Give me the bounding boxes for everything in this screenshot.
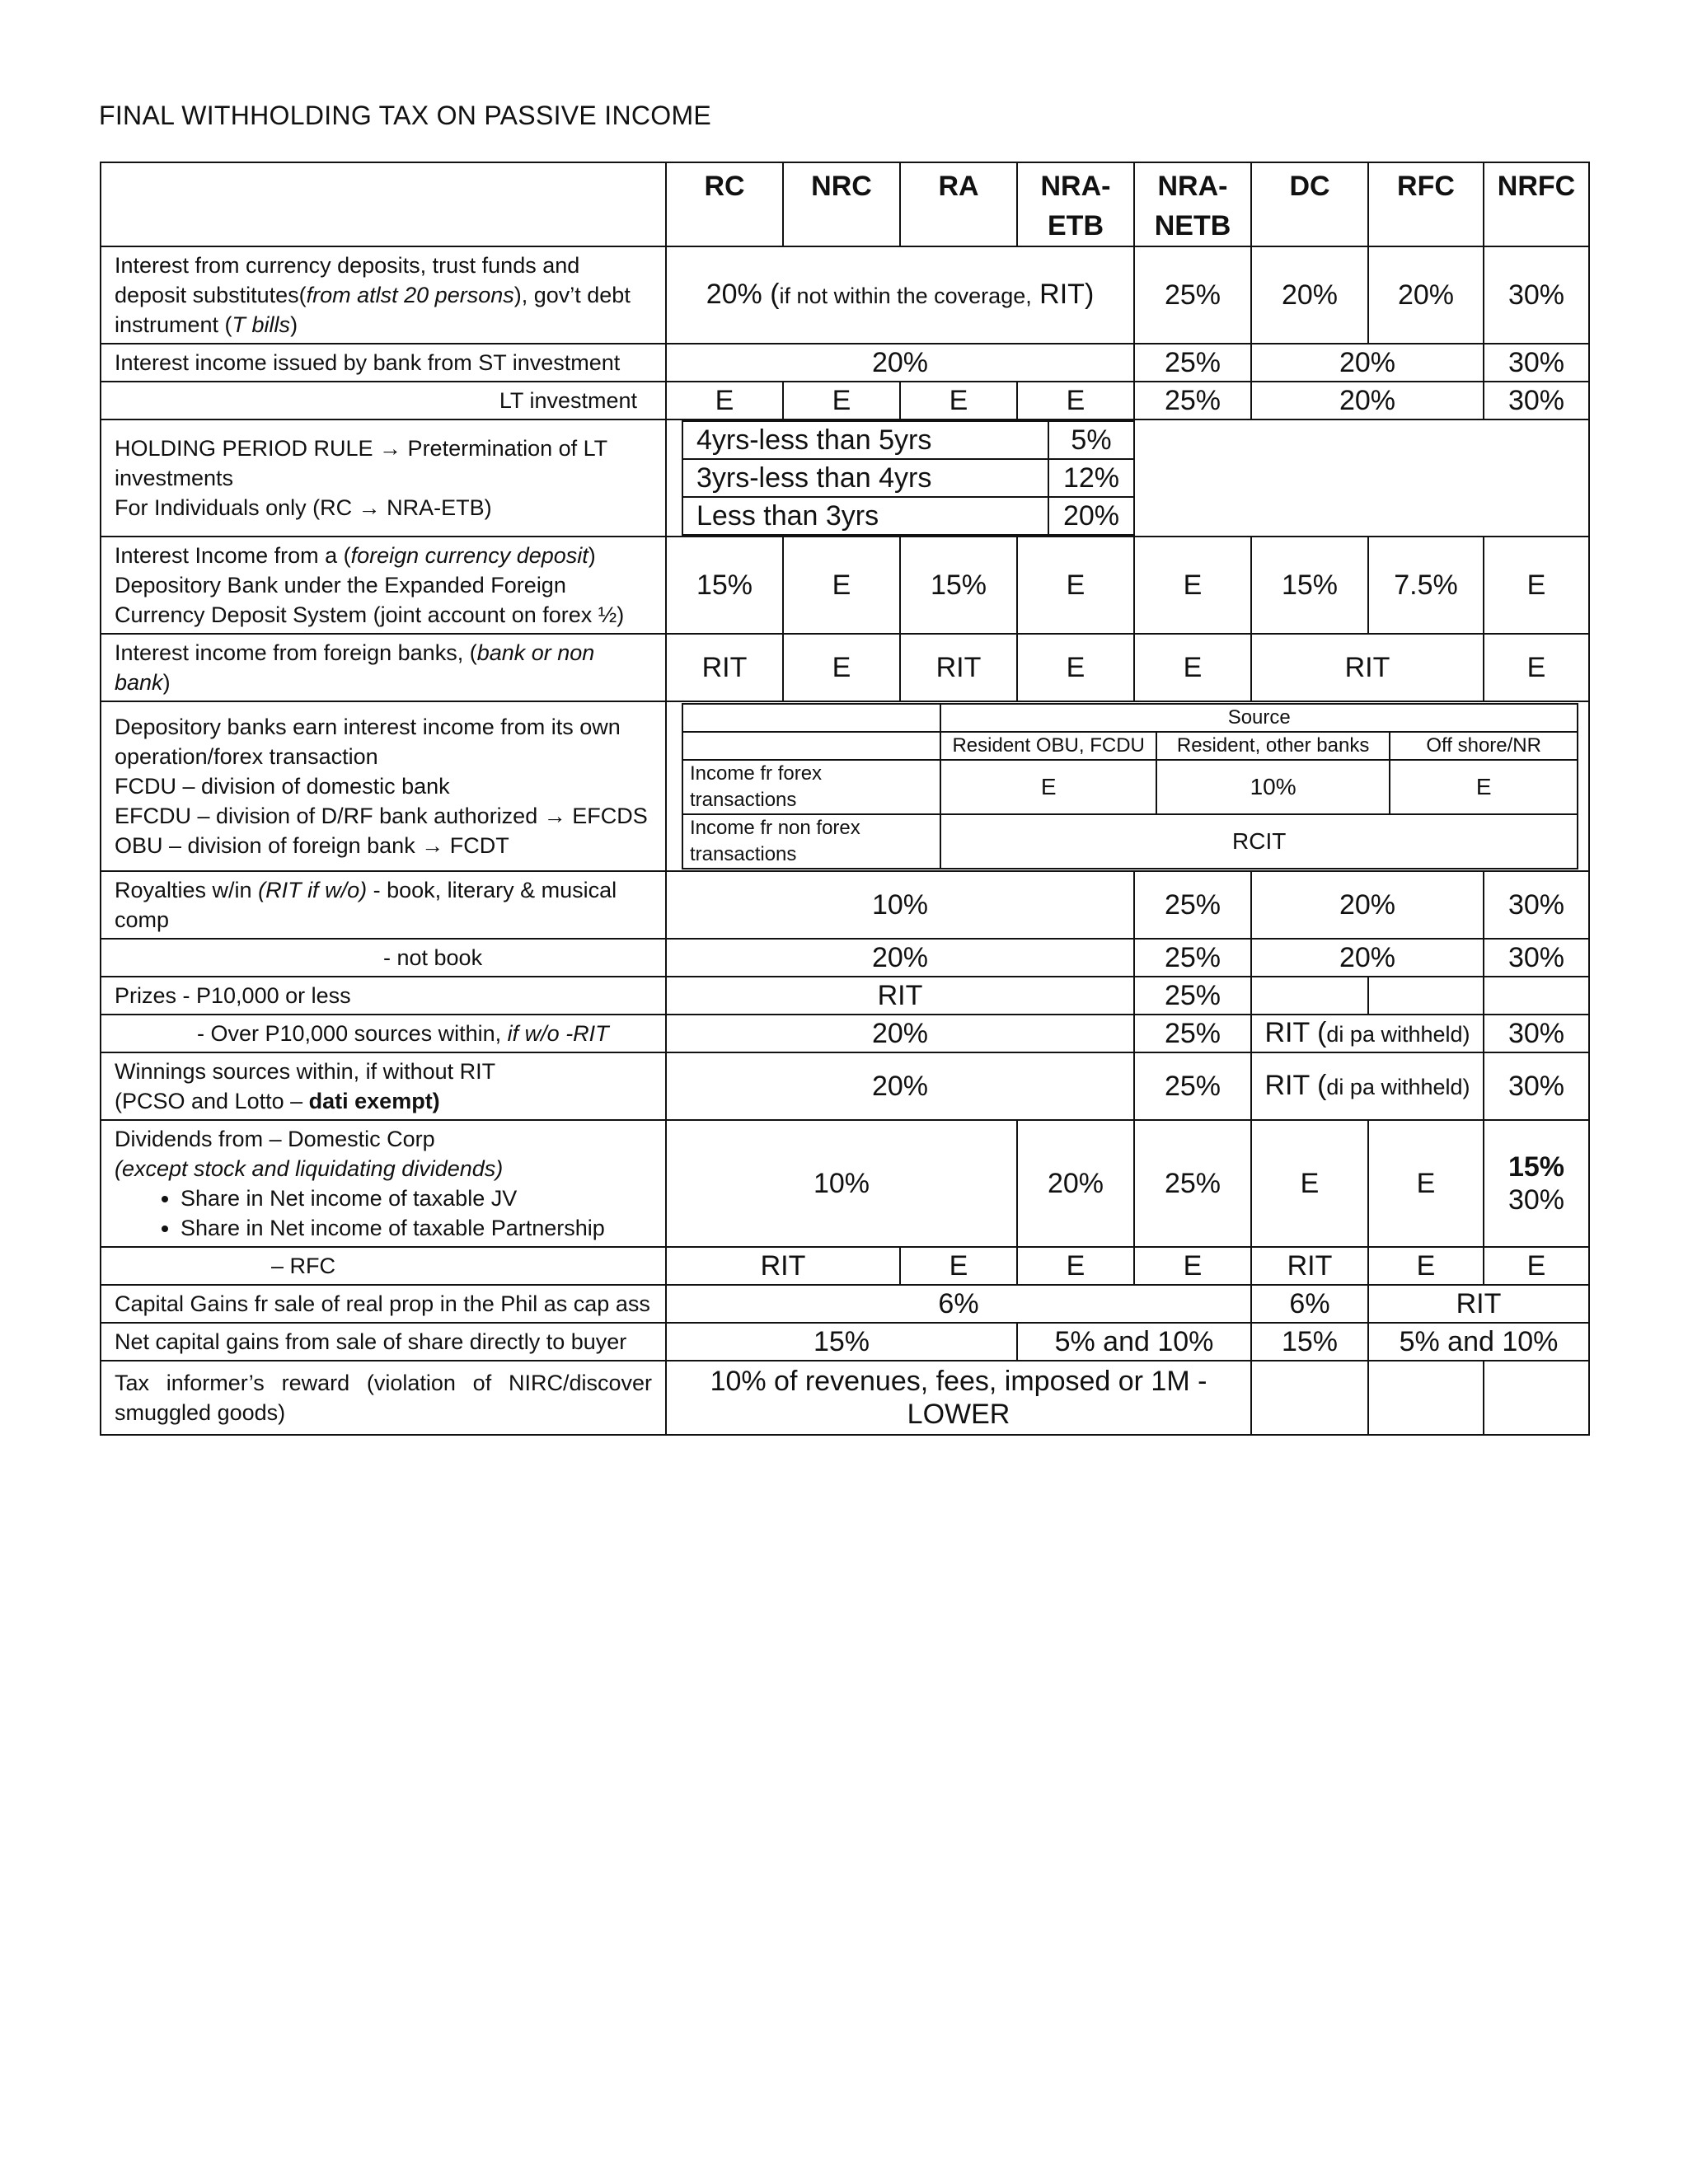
table-row bbox=[101, 939, 1589, 977]
cell-nrfc: 30% bbox=[1484, 1015, 1589, 1052]
cell-netb: 25% bbox=[1134, 977, 1251, 1015]
row-label-currency-deposits: Interest from currency deposits, trust funds and deposit substitutes(from atlst 20 persons), gov’t debt instrument (T bills) bbox=[101, 246, 666, 344]
cell-nrfc: 30% bbox=[1484, 939, 1589, 977]
cell-netb: E bbox=[1134, 634, 1251, 701]
nonforex-label: Income fr non forex transactions bbox=[682, 814, 940, 869]
cell-netb: 25% bbox=[1134, 246, 1251, 344]
cell-nrc: E bbox=[783, 537, 900, 634]
table-row bbox=[682, 760, 1578, 814]
cell-nrfc: 30% bbox=[1484, 382, 1589, 419]
cell-dc: E bbox=[1251, 1120, 1368, 1247]
table-row bbox=[101, 1323, 1589, 1361]
cell-dc-rfc: 20% bbox=[1251, 382, 1484, 419]
dividend-bullets bbox=[115, 1183, 652, 1243]
cell-rc: RIT bbox=[666, 634, 783, 701]
cell-nrfc: 15% 30% bbox=[1484, 1120, 1589, 1247]
cell-nrfc bbox=[1484, 1361, 1589, 1435]
source-header: Source bbox=[940, 704, 1578, 732]
table-row bbox=[101, 1052, 1589, 1120]
col-header-rfc: RFC bbox=[1368, 162, 1484, 246]
cell-dc: 15% bbox=[1251, 1323, 1368, 1361]
row-label-lt-investment: LT investment bbox=[101, 382, 666, 419]
col-header-nrc: NRC bbox=[783, 162, 900, 246]
cell-etb: E bbox=[1017, 537, 1134, 634]
forex-offshore: E bbox=[1390, 760, 1578, 814]
table-row bbox=[101, 1247, 1589, 1285]
row-label-real-property: Capital Gains fr sale of real prop in the Phil as cap ass bbox=[101, 1285, 666, 1323]
cell-nrfc: 30% bbox=[1484, 1052, 1589, 1120]
table-row bbox=[101, 701, 1589, 871]
cell-rfc-nrfc: RIT bbox=[1368, 1285, 1589, 1323]
nonforex-value: RCIT bbox=[940, 814, 1578, 869]
cell-rfc: E bbox=[1368, 1120, 1484, 1247]
table-row bbox=[101, 1120, 1589, 1247]
col-header-ra: RA bbox=[900, 162, 1017, 246]
cell-rfc: E bbox=[1368, 1247, 1484, 1285]
table-row bbox=[101, 871, 1589, 939]
cell-rc-to-etb: RIT bbox=[666, 977, 1134, 1015]
cell-nrfc: 30% bbox=[1484, 246, 1589, 344]
source-blank bbox=[682, 732, 940, 760]
cell-dc-rfc: 20% bbox=[1251, 344, 1484, 382]
cell-dc: 15% bbox=[1251, 537, 1368, 634]
hp-period: 4yrs-less than 5yrs bbox=[682, 421, 1048, 459]
row-label-winnings: Winnings sources within, if without RIT (PCSO and Lotto – dati exempt) bbox=[101, 1052, 666, 1120]
source-table bbox=[682, 703, 1578, 869]
row-label-not-book: - not book bbox=[101, 939, 666, 977]
table-row bbox=[101, 537, 1589, 634]
cell-rfc bbox=[1368, 1361, 1484, 1435]
cell-dc-rfc: RIT bbox=[1251, 634, 1484, 701]
col-header-nra-etb: NRA-ETB bbox=[1017, 162, 1134, 246]
cell-netb: E bbox=[1134, 1247, 1251, 1285]
row-label-st-investment: Interest income issued by bank from ST investment bbox=[101, 344, 666, 382]
col-header-nrfc: NRFC bbox=[1484, 162, 1589, 246]
table-row bbox=[101, 1015, 1589, 1052]
table-row bbox=[682, 497, 1134, 535]
cell-netb: E bbox=[1134, 537, 1251, 634]
cell-dc: 6% bbox=[1251, 1285, 1368, 1323]
cell-ra: E bbox=[900, 1247, 1017, 1285]
cell-rfc: 20% bbox=[1368, 246, 1484, 344]
row-label-prizes-large: - Over P10,000 sources within, if w/o -RIT bbox=[101, 1015, 666, 1052]
cell-rfc bbox=[1368, 977, 1484, 1015]
cell-rc-to-etb: 20% (if not within the coverage, RIT) bbox=[666, 246, 1134, 344]
col-header-dc: DC bbox=[1251, 162, 1368, 246]
cell-rfc: 7.5% bbox=[1368, 537, 1484, 634]
cell-rc: 15% bbox=[666, 537, 783, 634]
cell-netb: 25% bbox=[1134, 939, 1251, 977]
forex-other-banks: 10% bbox=[1156, 760, 1390, 814]
cell-ra: RIT bbox=[900, 634, 1017, 701]
source-col-obu: Resident OBU, FCDU bbox=[940, 732, 1156, 760]
table-row bbox=[101, 246, 1589, 344]
table-row bbox=[682, 704, 1578, 732]
cell-nrfc: E bbox=[1484, 537, 1589, 634]
table-row bbox=[682, 421, 1134, 459]
cell-ra: 15% bbox=[900, 537, 1017, 634]
cell-netb: 25% bbox=[1134, 871, 1251, 939]
row-label-tax-informer: Tax informer’s reward (violation of NIRC/discover smuggled goods) bbox=[101, 1361, 666, 1435]
cell-ra: E bbox=[900, 382, 1017, 419]
table-row bbox=[101, 977, 1589, 1015]
row-label-foreign-banks: Interest income from foreign banks, (bank or non bank) bbox=[101, 634, 666, 701]
table-row bbox=[682, 732, 1578, 760]
cell-rfc-nrfc: 5% and 10% bbox=[1368, 1323, 1589, 1361]
cell-dc: 20% bbox=[1251, 246, 1368, 344]
cell-rc-to-ra: 10% bbox=[666, 1120, 1017, 1247]
cell-rc-to-etb: 20% bbox=[666, 1015, 1134, 1052]
hp-rate: 5% bbox=[1048, 421, 1134, 459]
cell-nrfc bbox=[1484, 977, 1589, 1015]
cell-rc-to-etb: 20% bbox=[666, 1052, 1134, 1120]
cell-netb: 25% bbox=[1134, 1120, 1251, 1247]
forex-label: Income fr forex transactions bbox=[682, 760, 940, 814]
hp-period: Less than 3yrs bbox=[682, 497, 1048, 535]
forex-obu: E bbox=[940, 760, 1156, 814]
table-row bbox=[101, 382, 1589, 419]
header-blank bbox=[101, 162, 666, 246]
cell-nrfc: E bbox=[1484, 1247, 1589, 1285]
table-row bbox=[101, 344, 1589, 382]
table-row bbox=[101, 1285, 1589, 1323]
cell-nrfc: 30% bbox=[1484, 871, 1589, 939]
cell-dc bbox=[1251, 1361, 1368, 1435]
cell-rc-to-etb: 10% bbox=[666, 871, 1134, 939]
row-label-shares: Net capital gains from sale of share directly to buyer bbox=[101, 1323, 666, 1361]
cell-nrc: E bbox=[783, 382, 900, 419]
cell-etb: 20% bbox=[1017, 1120, 1134, 1247]
cell-netb: 25% bbox=[1134, 1015, 1251, 1052]
holding-period-cell bbox=[666, 419, 1589, 537]
cell-nrc: E bbox=[783, 634, 900, 701]
cell-netb: 25% bbox=[1134, 382, 1251, 419]
hp-rate: 12% bbox=[1048, 459, 1134, 497]
cell-rc-to-netb: 6% bbox=[666, 1285, 1251, 1323]
cell-etb: E bbox=[1017, 634, 1134, 701]
cell-dc: RIT bbox=[1251, 1247, 1368, 1285]
page-title: FINAL WITHHOLDING TAX ON PASSIVE INCOME bbox=[99, 101, 712, 130]
cell-dc-rfc: 20% bbox=[1251, 939, 1484, 977]
row-label-dividends: Dividends from – Domestic Corp (except stock and liquidating dividends) • Share in Net income of taxable JV • Share in Net income of taxable Partnership bbox=[101, 1120, 666, 1247]
source-col-offshore: Off shore/NR bbox=[1390, 732, 1578, 760]
cell-rc-nrc: RIT bbox=[666, 1247, 900, 1285]
cell-etb: E bbox=[1017, 382, 1134, 419]
source-blank bbox=[682, 704, 940, 732]
hp-rate: 20% bbox=[1048, 497, 1134, 535]
cell-etb: E bbox=[1017, 1247, 1134, 1285]
cell-rc-to-netb: 10% of revenues, fees, imposed or 1M - LOWER bbox=[666, 1361, 1251, 1435]
holding-period-table bbox=[682, 420, 1135, 536]
source-col-other-banks: Resident, other banks bbox=[1156, 732, 1390, 760]
row-label-rfc-dividends: – RFC bbox=[101, 1247, 666, 1285]
cell-netb: 25% bbox=[1134, 1052, 1251, 1120]
cell-nrfc: 30% bbox=[1484, 344, 1589, 382]
cell-rc: E bbox=[666, 382, 783, 419]
col-header-nra-netb: NRA-NETB bbox=[1134, 162, 1251, 246]
row-label-efcds-interest: Interest Income from a (foreign currency deposit) Depository Bank under the Expanded Foreign Currency Deposit System (joint account on forex ½) bbox=[101, 537, 666, 634]
table-row bbox=[101, 634, 1589, 701]
cell-rc-to-etb: 20% bbox=[666, 939, 1134, 977]
cell-rc-to-etb: 20% bbox=[666, 344, 1134, 382]
list-item: • Share in Net income of taxable Partnership bbox=[181, 1213, 652, 1243]
row-label-royalties: Royalties w/in (RIT if w/o) - book, literary & musical comp bbox=[101, 871, 666, 939]
table-row bbox=[682, 814, 1578, 869]
table-row bbox=[682, 459, 1134, 497]
list-item: • Share in Net income of taxable JV bbox=[181, 1183, 652, 1213]
cell-dc-rfc: RIT (di pa withheld) bbox=[1251, 1052, 1484, 1120]
cell-dc-rfc: RIT (di pa withheld) bbox=[1251, 1015, 1484, 1052]
cell-netb: 25% bbox=[1134, 344, 1251, 382]
source-cell bbox=[666, 701, 1589, 871]
col-header-rc: RC bbox=[666, 162, 783, 246]
withholding-tax-table bbox=[100, 162, 1590, 1436]
cell-rc-to-ra: 15% bbox=[666, 1323, 1017, 1361]
table-row bbox=[101, 419, 1589, 537]
row-label-depository-banks: Depository banks earn interest income from its own operation/forex transaction FCDU – division of domestic bank EFCDU – division of D/RF bank authorized → EFCDS OBU – division of foreign bank → FCDT bbox=[101, 701, 666, 871]
table-row bbox=[101, 1361, 1589, 1435]
header-row bbox=[101, 162, 1589, 246]
row-label-holding-period: HOLDING PERIOD RULE → Pretermination of LT investments For Individuals only (RC → NRA-ETB) bbox=[101, 419, 666, 537]
cell-dc-rfc: 20% bbox=[1251, 871, 1484, 939]
row-label-prizes-small: Prizes - P10,000 or less bbox=[101, 977, 666, 1015]
cell-dc bbox=[1251, 977, 1368, 1015]
cell-nrfc: E bbox=[1484, 634, 1589, 701]
hp-period: 3yrs-less than 4yrs bbox=[682, 459, 1048, 497]
cell-etb-netb: 5% and 10% bbox=[1017, 1323, 1251, 1361]
